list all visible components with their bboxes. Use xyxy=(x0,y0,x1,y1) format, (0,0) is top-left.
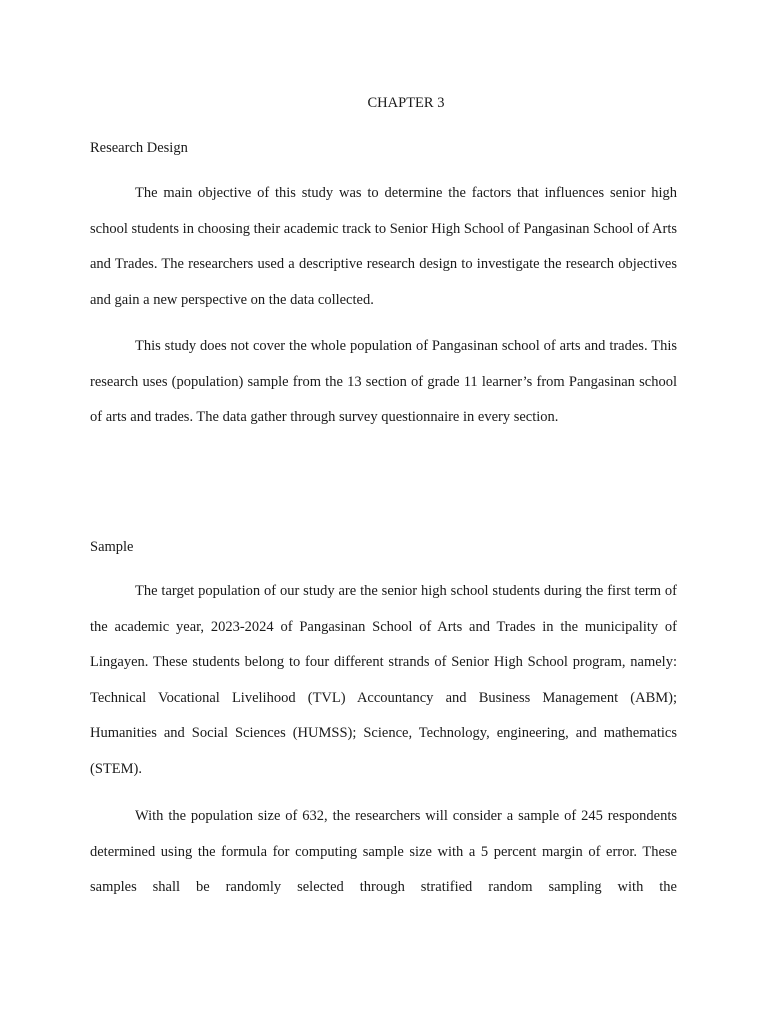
paragraph-sample-2: With the population size of 632, the researchers will consider a sample of 245 respondents determined using the formula for computing sample size with a 5 percent margin of error. These samples shall be randomly selected through stratified random sampling with the xyxy=(90,808,677,896)
paragraph-research-design-2: This study does not cover the whole population of Pangasinan school of arts and trades. This research uses (population) sample from the 13 section of grade 11 learner’s from Pangasinan school of arts and trades. The data gather through survey questionnaire in every section. xyxy=(90,338,677,426)
paragraph-research-design-1: The main objective of this study was to determine the factors that influences senior high school students in choosing their academic track to Senior High School of Pangasinan School of Arts and Trades. The researchers used a descriptive research design to investigate the research objectives and gain a new perspective on the data collected. xyxy=(90,185,677,308)
paragraph-sample-1: The target population of our study are the senior high school students during the first term of the academic year, 2023-2024 of Pangasinan School of Arts and Trades in the municipality of Lingayen. These students belong to four different strands of Senior High School program, namely: Technical Vocational Livelihood (TVL) Accountancy and Business Management (ABM); Humanities and Social Sciences (HUMSS); Science, Technology, engineering, and mathematics (STEM). xyxy=(90,583,677,777)
section-heading-sample: Sample xyxy=(90,539,134,555)
section-heading-research-design: Research Design xyxy=(90,140,188,156)
chapter-title: CHAPTER 3 xyxy=(367,95,445,111)
